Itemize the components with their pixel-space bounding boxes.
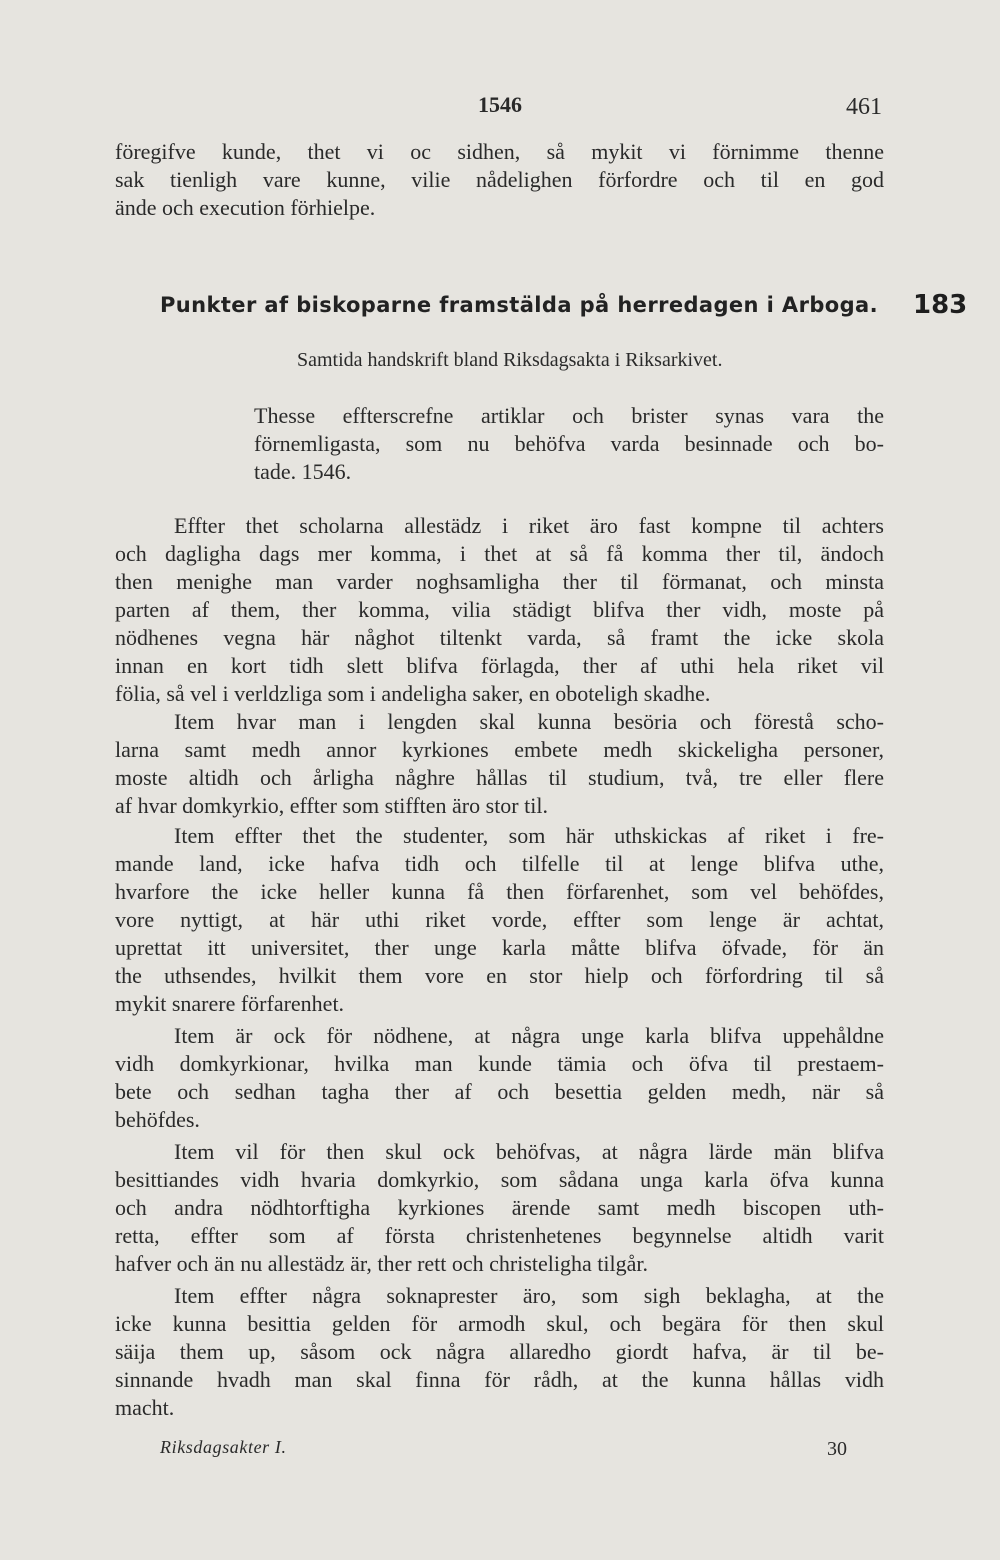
body-line: bete och sedhan tagha ther af och besettia gelden medh, när så [115, 1079, 884, 1104]
body-line: hafver och än nu allestädz är, ther rett och christeligha tilgår. [115, 1251, 649, 1276]
body-line: macht. [115, 1395, 175, 1420]
body-line: sinnande hvadh man skal finna för rådh, at the kunna hållas vidh [115, 1367, 884, 1392]
body-line: mande land, icke hafva tidh och tilfelle til at lenge blifva uthe, [115, 851, 884, 876]
body-line: Item effter några soknaprester äro, som sigh beklagha, at the [174, 1283, 884, 1308]
body-line: säija them up, såsom ock några allaredho giordt hafva, är til be- [115, 1339, 884, 1364]
heading-line: förnemligasta, som nu behöfva varda besinnade och bo- [254, 431, 884, 456]
heading-line: tade. 1546. [254, 459, 352, 484]
body-line: larna samt medh annor kyrkiones embete medh skickeligha personer, [115, 737, 884, 762]
header-page-number: 461 [846, 94, 882, 120]
body-line: behöfdes. [115, 1107, 200, 1132]
body-line: Item effter thet the studenter, som här uthskickas af riket i fre- [174, 823, 884, 848]
footer-signature: Riksdagsakter I. [160, 1437, 287, 1457]
section-title: Punkter af biskoparne framstälda på herredagen i Arboga. [160, 293, 878, 317]
intro-line: ände och execution förhielpe. [115, 195, 376, 220]
intro-line: föregifve kunde, thet vi oc sidhen, så mykit vi förnimme thenne [115, 139, 884, 164]
body-line: vore nyttigt, at här uthi riket vorde, effter som lenge är achtat, [115, 907, 884, 932]
body-line: nödhenes vegna här någhot tiltenkt varda, så framt the icke skola [115, 625, 884, 650]
body-line: then menighe man varder noghsamligha ther til förmanat, och minsta [115, 569, 884, 594]
section-number: 183 [913, 290, 968, 320]
body-line: innan en kort tidh slett blifva förlagda, ther af uthi hela riket vil [115, 653, 884, 678]
body-line: och andra nödhtorftigha kyrkiones ärende samt medh biscopen uth- [115, 1195, 884, 1220]
body-line: besittiandes vidh hvaria domkyrkio, som sådana unga karla öfva kunna [115, 1167, 884, 1192]
body-line: Item är ock för nödhene, at några unge karla blifva uppehåldne [174, 1023, 884, 1048]
body-line: fölia, så vel i verldzliga som i andeligha saker, en oboteligh skadhe. [115, 681, 711, 706]
header-year: 1546 [478, 92, 522, 117]
intro-line: sak tienligh vare kunne, vilie nådelighen förfordre och til en god [115, 167, 884, 192]
body-line: uprettat itt universitet, ther unge karla måtte blifva öfvade, för än [115, 935, 884, 960]
heading-line: Thesse effterscrefne artiklar och brister synas vara the [254, 403, 884, 428]
footer-sheet-number: 30 [827, 1438, 847, 1460]
body-line: moste altidh och årligha någhre hållas til studium, två, tre eller flere [115, 765, 884, 790]
body-line: Item hvar man i lengden skal kunna besöria och förestå scho- [174, 709, 884, 734]
body-line: icke kunna besittia gelden för armodh skul, och begära för then skul [115, 1311, 884, 1336]
body-line: retta, effter som af första christenhetenes begynnelse altidh varit [115, 1223, 884, 1248]
body-line: och dagligha dags mer komma, i thet at så få komma ther til, ändoch [115, 541, 884, 566]
body-line: af hvar domkyrkio, effter som stifften äro stor til. [115, 793, 548, 818]
body-line: Item vil för then skul ock behöfvas, at några lärde män blifva [174, 1139, 884, 1164]
body-line: parten af them, ther komma, vilia städigt blifva ther vidh, moste på [115, 597, 884, 622]
body-line: Effter thet scholarna allestädz i riket äro fast kompne til achters [174, 513, 884, 538]
source-note: Samtida handskrift bland Riksdagsakta i Riksarkivet. [297, 349, 723, 371]
body-line: vidh domkyrkionar, hvilka man kunde tämia och öfva til prestaem- [115, 1051, 884, 1076]
body-line: the uthsendes, hvilkit them vore en stor hielp och förfordring til så [115, 963, 884, 988]
body-line: hvarfore the icke heller kunna få then förfarenhet, som vel behöfdes, [115, 879, 884, 904]
body-line: mykit snarere förfarenhet. [115, 991, 345, 1016]
